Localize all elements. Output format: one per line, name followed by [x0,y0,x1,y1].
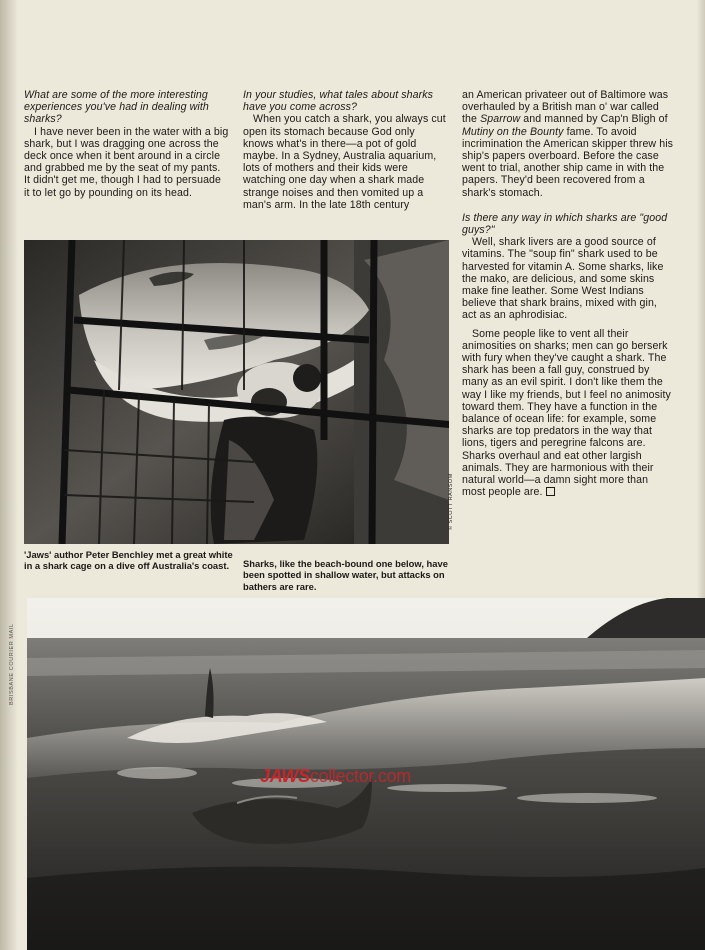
interview-question: Is there any way in which sharks are "good guys?" [462,211,668,237]
interview-question: In your studies, what tales about sharks have you come across? [243,89,434,114]
caption-bottom-photo: Sharks, like the beach-bound one below, have been spotted in shallow water, but attacks on bathers are rare. [243,558,448,592]
ship-name: Sparrow [480,113,521,126]
end-of-article-mark [546,487,555,496]
watermark-brand: JAWS [260,766,310,786]
text-column-1 [24,89,229,199]
shark-cage-photo [24,240,449,544]
caption-top-photo: 'Jaws' author Peter Benchley met a great white in a shark cage on a dive off Australia's coast. [24,549,233,572]
text-column-2 [243,89,448,211]
interview-answer-end: Some people like to vent all their animosities on sharks; men can go berserk with fury when they've caught a shark. The shark has been a fall guy, construed by many as an evil spirit. I don't like them the way I like my friends, but I feel no animosity toward them. They have a function in the balance of ocean life: for example, some sharks are top predators in the way that lions, tigers and peregrine falcons are. Sharks overhaul and eat other largish animals. They are harmonious with their natural world—a damn sight more than most people are. [462,327,671,499]
binding-shadow [0,0,18,950]
watermark-site: collector.com [309,766,411,786]
interview-answer: Well, shark livers are a good source of vitamins. The "soup fin" shark used to be harvested for vitamin A. Some sharks, like the mako, are delicious, and some skins make fine leather. Some West Indians believe that shark brains, mixed with gin, act as an aphrodisiac. [462,236,664,322]
photo-credit-bottom: BRISBANE COURIER MAIL [9,623,15,705]
watermark [260,766,411,787]
interview-answer: I have never been in the water with a big shark, but I was dragging one across the deck once when it bent around in a circle and grabbed me by the seat of my pants. It didn't get me, though I had to persuade it to let go by pounding on its head. [24,125,229,199]
interview-question: What are some of the more interesting experiences you've had in dealing with sharks? [24,89,209,126]
continued-answer: an American privateer out of Baltimore was overhauled by a British man o' war called the Sparrow and manned by Cap'n Bligh of Mutiny on the Bounty fame. To avoid incrimination the American skipper threw his ship's papers overboard. Before the case went to trial, another ship came in with the papers. They'd been recovered from a shark's stomach. [462,89,674,199]
book-title: Mutiny on the Bounty [462,125,564,138]
photo-credit-top: © SCOTT RANSOM [448,473,454,530]
text-column-3 [462,89,674,499]
shark-cage-photo-art [24,240,449,544]
interview-answer: When you catch a shark, you always cut open its stomach because God only knows what's in there—a pot of gold maybe. In a Sydney, Australia aquarium, lots of mothers and their kids were watching one day when a shark made strange noises and then vomited up a man's arm. In the late 18th century [243,113,446,211]
